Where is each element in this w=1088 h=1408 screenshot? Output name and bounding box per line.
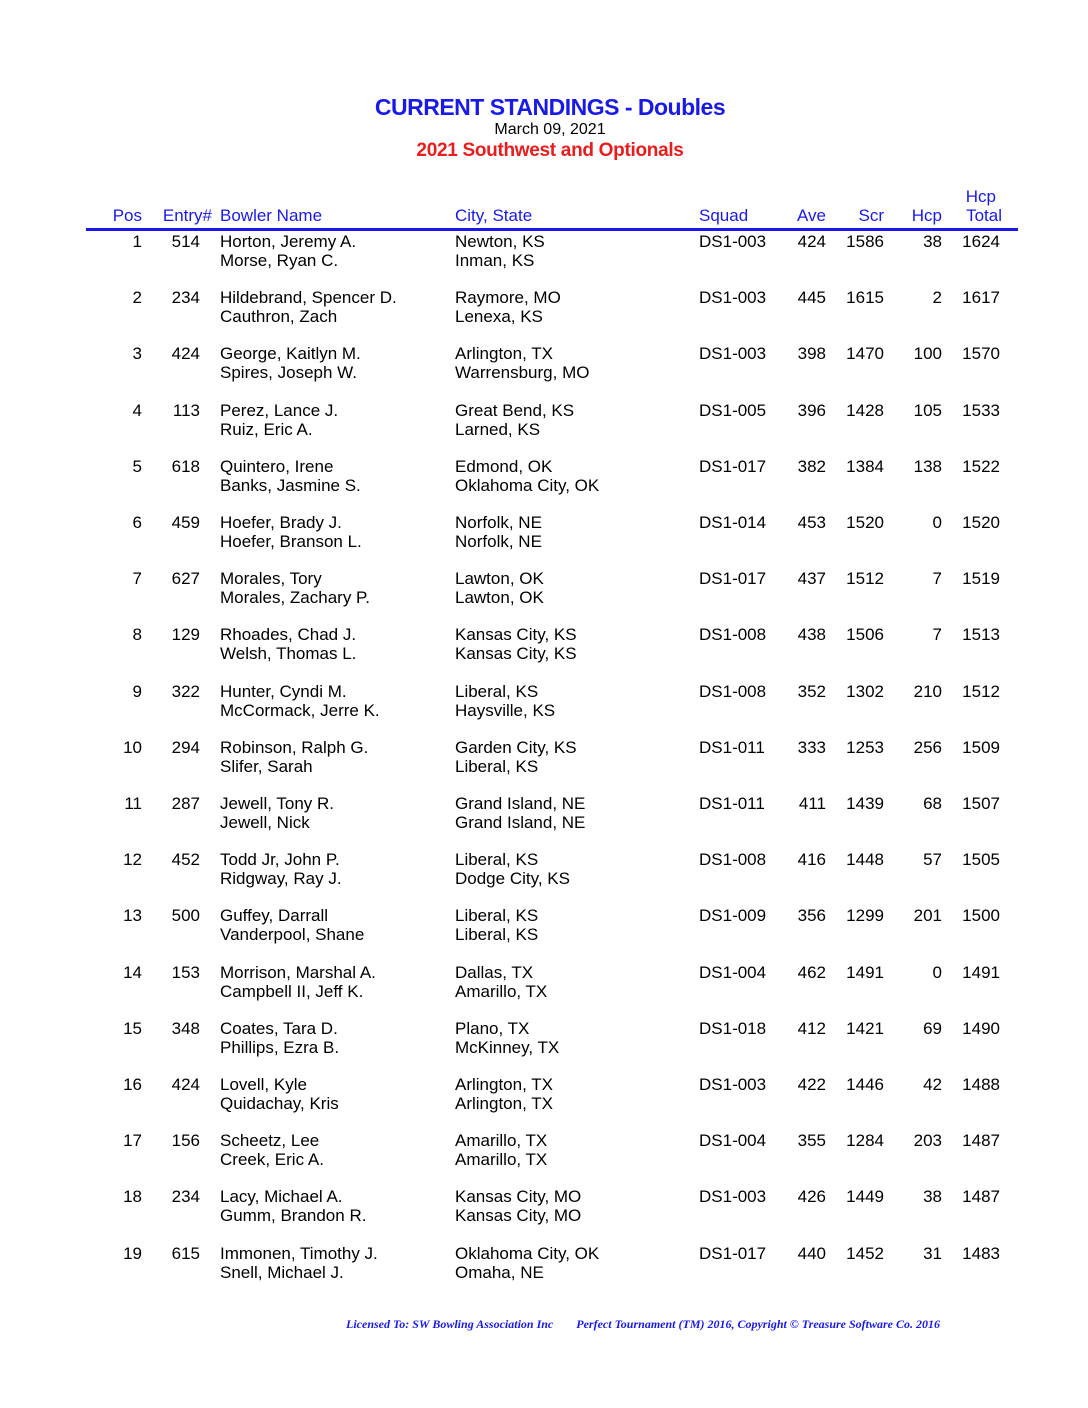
row-city-1: Edmond, OK bbox=[455, 456, 553, 476]
table-row bbox=[0, 1244, 1088, 1300]
row-bowler-1: Hildebrand, Spencer D. bbox=[220, 288, 397, 308]
row-hcp: 38 bbox=[923, 1187, 942, 1207]
row-total: 1617 bbox=[962, 288, 1000, 308]
row-total: 1509 bbox=[962, 737, 1000, 757]
row-bowler-1: Lovell, Kyle bbox=[220, 1075, 307, 1094]
row-bowler-1: Hunter, Cyndi M. bbox=[220, 681, 347, 701]
row-squad: DS1-017 bbox=[699, 456, 767, 476]
row-pos: 9 bbox=[132, 681, 142, 701]
row-ave: 416 bbox=[797, 850, 826, 870]
row-squad: DS1-014 bbox=[699, 513, 767, 532]
row-entry: 500 bbox=[171, 906, 200, 926]
row-bowler-2: Banks, Jasmine S. bbox=[220, 475, 361, 495]
table-row bbox=[0, 1075, 1088, 1131]
row-bowler-2: Spires, Joseph W. bbox=[220, 363, 358, 383]
row-bowler-1: George, Kaitlyn M. bbox=[220, 344, 361, 364]
row-total: 1522 bbox=[962, 456, 1000, 476]
row-ave: 411 bbox=[798, 794, 826, 813]
row-hcp: 100 bbox=[913, 344, 942, 364]
row-scr: 1520 bbox=[846, 513, 884, 532]
row-bowler-2: McCormack, Jerre K. bbox=[220, 700, 380, 720]
row-scr: 1448 bbox=[846, 850, 884, 870]
row-scr: 1284 bbox=[846, 1131, 884, 1151]
row-city-1: Liberal, KS bbox=[455, 681, 539, 701]
row-total: 1505 bbox=[962, 850, 1000, 870]
row-squad: DS1-017 bbox=[699, 569, 767, 589]
table-row bbox=[0, 625, 1088, 681]
row-city-1: Great Bend, KS bbox=[455, 400, 575, 420]
row-ave: 440 bbox=[797, 1243, 826, 1263]
row-pos: 18 bbox=[123, 1187, 142, 1207]
row-hcp: 2 bbox=[932, 288, 942, 308]
row-pos: 2 bbox=[132, 288, 142, 308]
row-city-1: Liberal, KS bbox=[455, 906, 539, 926]
row-bowler-1: Perez, Lance J. bbox=[220, 400, 339, 420]
row-ave: 382 bbox=[797, 456, 826, 476]
row-city-2: McKinney, TX bbox=[455, 1037, 560, 1057]
row-total: 1570 bbox=[962, 344, 1000, 364]
row-city-2: Amarillo, TX bbox=[455, 1150, 548, 1170]
row-bowler-1: Robinson, Ralph G. bbox=[220, 737, 369, 757]
row-ave: 453 bbox=[797, 513, 826, 532]
row-squad: DS1-011 bbox=[699, 794, 765, 813]
row-pos: 4 bbox=[132, 400, 142, 420]
row-squad: DS1-011 bbox=[699, 737, 765, 757]
table-row bbox=[0, 513, 1088, 569]
row-squad: DS1-017 bbox=[699, 1243, 767, 1263]
row-city-2: Larned, KS bbox=[455, 419, 541, 439]
row-city-2: Haysville, KS bbox=[455, 700, 556, 720]
row-hcp: 0 bbox=[932, 513, 942, 532]
row-pos: 5 bbox=[132, 456, 142, 476]
table-row bbox=[0, 738, 1088, 794]
row-hcp: 105 bbox=[913, 400, 942, 420]
row-hcp: 57 bbox=[923, 850, 942, 870]
row-city-1: Arlington, TX bbox=[455, 344, 553, 364]
row-entry: 348 bbox=[171, 1018, 200, 1038]
header-bowler-name: Bowler Name bbox=[220, 206, 323, 225]
row-city-2: Liberal, KS bbox=[455, 756, 539, 776]
row-city-1: Arlington, TX bbox=[455, 1075, 553, 1094]
row-bowler-2: Hoefer, Branson L. bbox=[220, 532, 362, 551]
row-bowler-1: Rhoades, Chad J. bbox=[220, 625, 357, 645]
header-city-state: City, State bbox=[455, 206, 533, 225]
row-pos: 15 bbox=[123, 1018, 142, 1038]
row-bowler-2: Gumm, Brandon R. bbox=[220, 1206, 367, 1226]
row-total: 1487 bbox=[962, 1187, 1000, 1207]
row-bowler-2: Slifer, Sarah bbox=[220, 756, 313, 776]
row-scr: 1384 bbox=[846, 456, 884, 476]
row-total: 1512 bbox=[962, 681, 1000, 701]
row-city-2: Lawton, OK bbox=[455, 588, 544, 608]
row-total: 1490 bbox=[962, 1018, 1000, 1038]
row-squad: DS1-003 bbox=[699, 344, 767, 364]
row-city-2: Kansas City, KS bbox=[455, 644, 577, 664]
table-row bbox=[0, 232, 1088, 288]
table-row bbox=[0, 288, 1088, 344]
copyright-text: Perfect Tournament (TM) 2016, Copyright © Treasure Software Co. 2016 bbox=[576, 1317, 941, 1331]
row-total: 1520 bbox=[962, 513, 1000, 532]
row-entry: 459 bbox=[171, 513, 200, 532]
row-city-1: Grand Island, NE bbox=[455, 794, 586, 813]
header-entry: Entry# bbox=[162, 206, 212, 225]
row-pos: 13 bbox=[123, 906, 142, 926]
row-pos: 1 bbox=[132, 232, 142, 251]
row-entry: 452 bbox=[171, 850, 200, 870]
row-squad: DS1-005 bbox=[699, 400, 767, 420]
row-total: 1500 bbox=[962, 906, 1000, 926]
row-ave: 438 bbox=[797, 625, 826, 645]
row-pos: 7 bbox=[132, 569, 142, 589]
row-hcp: 7 bbox=[932, 625, 942, 645]
row-scr: 1302 bbox=[846, 681, 884, 701]
row-city-2: Lenexa, KS bbox=[455, 307, 543, 327]
row-city-2: Norfolk, NE bbox=[455, 532, 542, 551]
row-entry: 156 bbox=[171, 1131, 200, 1151]
row-city-1: Amarillo, TX bbox=[455, 1131, 548, 1151]
row-city-1: Raymore, MO bbox=[455, 288, 561, 308]
row-pos: 10 bbox=[123, 737, 142, 757]
row-squad: DS1-008 bbox=[699, 850, 767, 870]
row-city-1: Plano, TX bbox=[455, 1018, 530, 1038]
row-entry: 153 bbox=[171, 962, 200, 982]
row-scr: 1253 bbox=[846, 737, 884, 757]
row-bowler-2: Ridgway, Ray J. bbox=[220, 869, 342, 889]
table-row bbox=[0, 401, 1088, 457]
row-city-1: Lawton, OK bbox=[455, 569, 544, 589]
row-bowler-1: Lacy, Michael A. bbox=[220, 1187, 343, 1207]
row-city-2: Amarillo, TX bbox=[455, 981, 548, 1001]
row-city-1: Newton, KS bbox=[455, 232, 545, 251]
row-bowler-2: Ruiz, Eric A. bbox=[220, 419, 313, 439]
table-row bbox=[0, 344, 1088, 400]
row-pos: 14 bbox=[123, 962, 142, 982]
row-hcp: 0 bbox=[932, 962, 942, 982]
row-pos: 19 bbox=[123, 1243, 142, 1263]
row-bowler-2: Phillips, Ezra B. bbox=[220, 1037, 340, 1057]
row-entry: 287 bbox=[171, 794, 200, 813]
row-scr: 1586 bbox=[846, 232, 884, 251]
row-bowler-1: Scheetz, Lee bbox=[220, 1131, 320, 1151]
row-bowler-1: Immonen, Timothy J. bbox=[220, 1243, 378, 1263]
table-row bbox=[0, 1131, 1088, 1187]
event-name: 2021 Southwest and Optionals bbox=[416, 140, 684, 161]
row-hcp: 31 bbox=[923, 1243, 942, 1263]
row-ave: 398 bbox=[797, 344, 826, 364]
row-squad: DS1-003 bbox=[699, 288, 767, 308]
row-total: 1483 bbox=[962, 1243, 1000, 1263]
row-ave: 445 bbox=[797, 288, 826, 308]
row-scr: 1439 bbox=[846, 794, 884, 813]
row-total: 1491 bbox=[962, 962, 1000, 982]
row-bowler-2: Morales, Zachary P. bbox=[220, 588, 370, 608]
row-bowler-2: Welsh, Thomas L. bbox=[220, 644, 357, 664]
header-rule bbox=[86, 228, 1018, 231]
row-squad: DS1-018 bbox=[699, 1018, 767, 1038]
row-city-1: Norfolk, NE bbox=[455, 513, 542, 532]
header-hcp-total-bottom: Total bbox=[966, 206, 1002, 225]
row-bowler-1: Morales, Tory bbox=[220, 569, 322, 589]
row-squad: DS1-008 bbox=[699, 625, 767, 645]
row-bowler-2: Quidachay, Kris bbox=[220, 1094, 339, 1113]
row-pos: 17 bbox=[123, 1131, 142, 1151]
row-city-2: Warrensburg, MO bbox=[455, 363, 590, 383]
row-total: 1513 bbox=[962, 625, 1000, 645]
row-bowler-2: Cauthron, Zach bbox=[220, 307, 338, 327]
row-hcp: 138 bbox=[913, 456, 942, 476]
row-scr: 1449 bbox=[846, 1187, 884, 1207]
footer bbox=[346, 1317, 940, 1332]
header-hcp-total-top: Hcp bbox=[965, 187, 996, 206]
row-entry: 294 bbox=[171, 737, 200, 757]
table-row bbox=[0, 1019, 1088, 1075]
table-row bbox=[0, 682, 1088, 738]
row-hcp: 42 bbox=[923, 1075, 942, 1094]
row-squad: DS1-009 bbox=[699, 906, 767, 926]
row-bowler-2: Jewell, Nick bbox=[220, 813, 310, 832]
header-squad: Squad bbox=[699, 206, 749, 225]
table-row bbox=[0, 794, 1088, 850]
row-total: 1487 bbox=[962, 1131, 1000, 1151]
row-pos: 12 bbox=[123, 850, 142, 870]
row-total: 1533 bbox=[962, 400, 1000, 420]
row-entry: 615 bbox=[171, 1243, 200, 1263]
row-bowler-2: Creek, Eric A. bbox=[220, 1150, 324, 1170]
row-bowler-2: Snell, Michael J. bbox=[220, 1262, 344, 1282]
row-entry: 424 bbox=[171, 1075, 200, 1094]
row-scr: 1299 bbox=[846, 906, 884, 926]
row-scr: 1446 bbox=[846, 1075, 884, 1094]
row-bowler-1: Horton, Jeremy A. bbox=[220, 232, 357, 251]
row-city-1: Oklahoma City, OK bbox=[455, 1243, 600, 1263]
row-hcp: 203 bbox=[913, 1131, 942, 1151]
row-squad: DS1-003 bbox=[699, 232, 767, 251]
table-row bbox=[0, 850, 1088, 906]
row-bowler-1: Coates, Tara D. bbox=[220, 1018, 338, 1038]
report-title: CURRENT STANDINGS - Doubles bbox=[374, 94, 726, 120]
row-ave: 437 bbox=[797, 569, 826, 589]
row-ave: 424 bbox=[797, 232, 826, 251]
header-ave: Ave bbox=[797, 206, 826, 225]
row-bowler-2: Campbell II, Jeff K. bbox=[220, 981, 364, 1001]
row-ave: 426 bbox=[797, 1187, 826, 1207]
row-city-2: Liberal, KS bbox=[455, 925, 539, 945]
row-total: 1519 bbox=[962, 569, 1000, 589]
row-bowler-1: Hoefer, Brady J. bbox=[220, 513, 342, 532]
row-scr: 1421 bbox=[846, 1018, 884, 1038]
row-scr: 1452 bbox=[846, 1243, 884, 1263]
row-bowler-2: Vanderpool, Shane bbox=[220, 925, 365, 945]
header-scr: Scr bbox=[858, 206, 884, 225]
row-entry: 234 bbox=[171, 1187, 200, 1207]
header-hcp: Hcp bbox=[911, 206, 942, 225]
table-row bbox=[0, 963, 1088, 1019]
row-scr: 1512 bbox=[846, 569, 884, 589]
row-ave: 352 bbox=[797, 681, 826, 701]
row-city-2: Inman, KS bbox=[455, 251, 535, 270]
row-pos: 11 bbox=[124, 794, 142, 813]
row-squad: DS1-003 bbox=[699, 1187, 767, 1207]
row-scr: 1506 bbox=[846, 625, 884, 645]
row-pos: 3 bbox=[132, 344, 142, 364]
row-ave: 396 bbox=[797, 400, 826, 420]
row-ave: 422 bbox=[797, 1075, 826, 1094]
row-total: 1624 bbox=[962, 232, 1000, 251]
row-entry: 322 bbox=[171, 681, 200, 701]
row-hcp: 38 bbox=[923, 232, 942, 251]
row-squad: DS1-004 bbox=[699, 1131, 767, 1151]
row-hcp: 7 bbox=[932, 569, 942, 589]
row-ave: 333 bbox=[797, 737, 826, 757]
row-squad: DS1-004 bbox=[699, 962, 767, 982]
row-total: 1488 bbox=[962, 1075, 1000, 1094]
row-hcp: 68 bbox=[923, 794, 942, 813]
row-entry: 424 bbox=[171, 344, 200, 364]
row-bowler-1: Jewell, Tony R. bbox=[220, 794, 335, 813]
row-city-2: Kansas City, MO bbox=[455, 1206, 582, 1226]
row-ave: 462 bbox=[797, 962, 826, 982]
row-ave: 356 bbox=[797, 906, 826, 926]
row-bowler-1: Todd Jr, John P. bbox=[220, 850, 340, 870]
row-city-1: Liberal, KS bbox=[455, 850, 539, 870]
table-row bbox=[0, 569, 1088, 625]
row-entry: 129 bbox=[171, 625, 200, 645]
row-city-1: Kansas City, KS bbox=[455, 625, 577, 645]
row-entry: 627 bbox=[171, 569, 200, 589]
row-city-1: Dallas, TX bbox=[455, 962, 534, 982]
table-row bbox=[0, 457, 1088, 513]
row-scr: 1491 bbox=[846, 962, 884, 982]
row-city-2: Oklahoma City, OK bbox=[455, 475, 600, 495]
row-city-2: Grand Island, NE bbox=[455, 813, 586, 832]
row-hcp: 201 bbox=[913, 906, 942, 926]
report-date: March 09, 2021 bbox=[494, 121, 606, 138]
row-hcp: 69 bbox=[923, 1018, 942, 1038]
row-entry: 234 bbox=[171, 288, 200, 308]
row-city-2: Dodge City, KS bbox=[455, 869, 570, 889]
row-scr: 1615 bbox=[846, 288, 884, 308]
row-bowler-2: Morse, Ryan C. bbox=[220, 251, 339, 270]
row-hcp: 256 bbox=[913, 737, 942, 757]
row-city-2: Arlington, TX bbox=[455, 1094, 553, 1113]
row-entry: 514 bbox=[171, 232, 200, 251]
license-text: Licensed To: SW Bowling Association Inc bbox=[346, 1317, 554, 1331]
row-city-2: Omaha, NE bbox=[455, 1262, 544, 1282]
row-pos: 6 bbox=[132, 513, 142, 532]
row-bowler-1: Quintero, Irene bbox=[220, 456, 334, 476]
row-bowler-1: Guffey, Darrall bbox=[220, 906, 329, 926]
row-city-1: Kansas City, MO bbox=[455, 1187, 582, 1207]
row-scr: 1470 bbox=[846, 344, 884, 364]
row-scr: 1428 bbox=[846, 400, 884, 420]
row-pos: 16 bbox=[123, 1075, 142, 1094]
row-ave: 355 bbox=[797, 1131, 826, 1151]
row-bowler-1: Morrison, Marshal A. bbox=[220, 962, 376, 982]
table-row bbox=[0, 906, 1088, 962]
row-ave: 412 bbox=[797, 1018, 826, 1038]
header-pos: Pos bbox=[112, 206, 142, 225]
row-entry: 113 bbox=[172, 400, 200, 420]
row-squad: DS1-003 bbox=[699, 1075, 767, 1094]
table-row bbox=[0, 1187, 1088, 1243]
row-pos: 8 bbox=[132, 625, 142, 645]
row-city-1: Garden City, KS bbox=[455, 737, 577, 757]
row-hcp: 210 bbox=[913, 681, 942, 701]
row-entry: 618 bbox=[171, 456, 200, 476]
row-total: 1507 bbox=[962, 794, 1000, 813]
row-squad: DS1-008 bbox=[699, 681, 767, 701]
